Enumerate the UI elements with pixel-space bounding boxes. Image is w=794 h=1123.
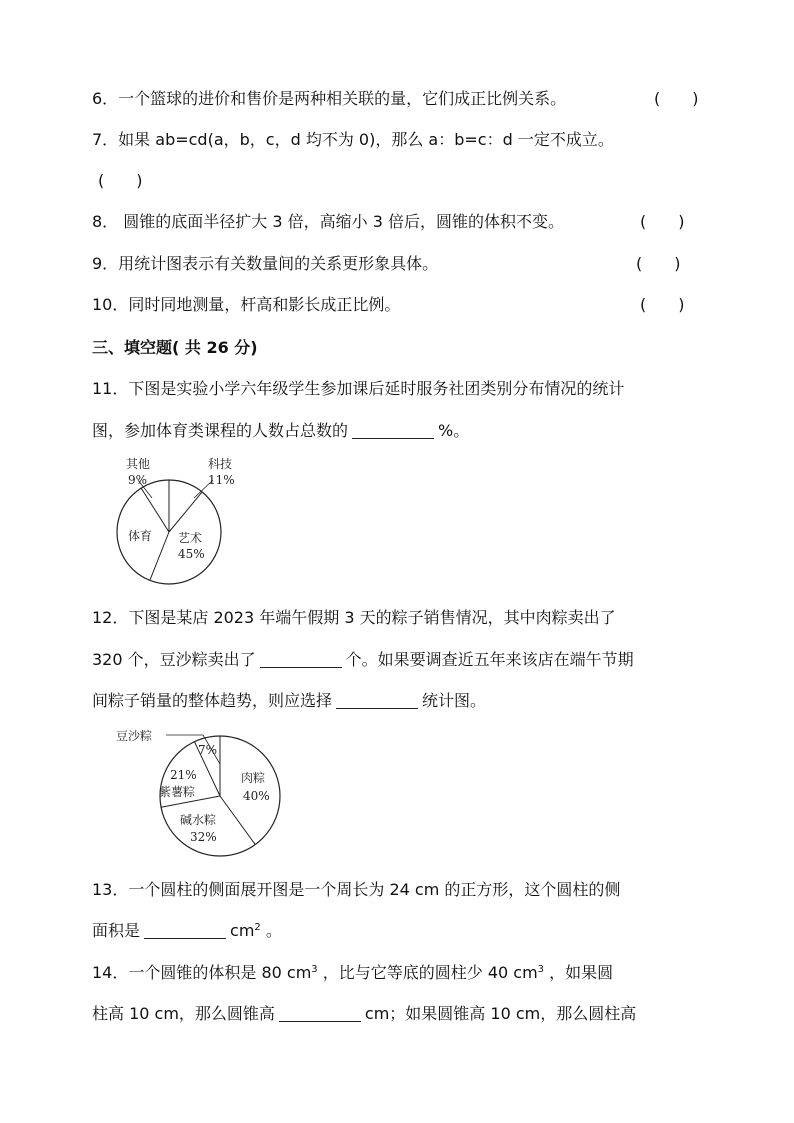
pie1-label-tech: 科技 — [208, 457, 233, 471]
question-6: 6．一个篮球的进价和售价是两种相关联的量，它们成正比例关系。 — [92, 89, 567, 108]
pie1-label-pe: 体育 — [128, 529, 153, 543]
question-8: 8． 圆锥的底面半径扩大 3 倍，高缩小 3 倍后，圆锥的体积不变。 — [92, 212, 564, 231]
pie2-value-bean: 7% — [198, 743, 218, 757]
question-14-line-2 — [92, 1003, 636, 1025]
question-14-text-e: cm；如果圆锥高 10 cm，那么圆柱高 — [364, 1004, 637, 1023]
question-9: 9．用统计图表示有关数量间的关系更形象具体。 — [92, 254, 439, 273]
pie1-value-other: 9% — [128, 473, 148, 487]
answer-paren-7[interactable]: ( ) — [98, 171, 143, 190]
pie-slice-boundary-其他 — [141, 488, 169, 532]
question-13-unit-exponent: 2 — [254, 922, 261, 933]
question-13-text-c: 。 — [260, 921, 282, 940]
pie-slice-boundary-体育 — [150, 532, 169, 580]
question-14-exp-2: 3 — [537, 964, 545, 975]
question-13-line-1: 13．一个圆柱的侧面展开图是一个周长为 24 cm 的正方形，这个圆柱的侧 — [92, 880, 621, 899]
question-13-unit: cm — [230, 921, 255, 940]
pie1-label-art: 艺术 — [178, 531, 203, 545]
question-7: 7．如果 ab=cd(a，b，c，d 均不为 0)，那么 a：b=c：d 一定不成立。 — [92, 130, 614, 149]
question-12-text-d: 统计图。 — [422, 691, 487, 710]
answer-paren-8[interactable]: ( ) — [640, 212, 685, 231]
question-10: 10．同时同地测量，杆高和影长成正比例。 — [92, 295, 401, 314]
section-title: 三、填空题( 共 26 分) — [92, 338, 258, 357]
question-13-text-a: 面积是 — [92, 921, 141, 940]
question-14-text-c: ，如果圆 — [544, 963, 614, 982]
pie2-value-purple: 21% — [170, 768, 197, 782]
question-14-text-b: ，比与它等底的圆柱少 40 cm — [317, 963, 538, 982]
answer-blank-13[interactable] — [144, 922, 226, 939]
question-11-text-a: 图，参加体育类课程的人数占总数的 — [92, 421, 349, 440]
question-12-text-a: 320 个，豆沙粽卖出了 — [92, 650, 256, 669]
pie2-value-meat: 40% — [243, 789, 270, 803]
question-14-text-d: 柱高 10 cm，那么圆锥高 — [92, 1004, 275, 1023]
pie2-label-meat: 肉粽 — [241, 771, 266, 785]
pie1-value-art: 45% — [178, 547, 205, 561]
answer-blank-12b[interactable] — [336, 692, 418, 709]
question-14-text-a: 14．一个圆锥的体积是 80 cm — [92, 963, 312, 982]
question-12-line-2 — [92, 649, 634, 671]
pie2-label-purple: 紫薯粽 — [159, 785, 196, 799]
pie2-value-alkaline: 32% — [190, 830, 217, 844]
pie-slice-boundary-艺术 — [169, 492, 202, 532]
question-12-text-b: 个。如果要调查近五年来该店在端午节期 — [345, 650, 634, 669]
question-14-exp-1: 3 — [311, 964, 318, 975]
question-12-line-1: 12．下图是某店 2023 年端午假期 3 天的粽子销售情况，其中肉粽卖出了 — [92, 608, 616, 627]
pie2-label-bean: 豆沙粽 — [116, 729, 153, 743]
pie-slice-boundary-碱水粽 — [220, 796, 255, 845]
pie-chart-zongzi — [110, 724, 300, 864]
answer-blank-14a[interactable] — [279, 1005, 361, 1022]
answer-blank-11[interactable] — [352, 422, 434, 439]
answer-paren-9[interactable]: ( ) — [636, 254, 681, 273]
question-12-line-3 — [92, 690, 486, 712]
question-13-line-2 — [92, 920, 282, 942]
question-11-text-b: %。 — [438, 421, 470, 440]
question-11-line-1: 11．下图是实验小学六年级学生参加课后延时服务社团类别分布情况的统计 — [92, 379, 625, 398]
pie1-label-other: 其他 — [126, 457, 151, 471]
question-12-text-c: 间粽子销量的整体趋势，则应选择 — [92, 691, 333, 710]
answer-paren-10[interactable]: ( ) — [640, 295, 685, 314]
pie-chart-clubs — [110, 452, 260, 592]
question-14-line-1 — [92, 962, 613, 984]
pie1-value-tech: 11% — [208, 473, 235, 487]
pie2-label-alkaline: 碱水粽 — [180, 813, 217, 827]
question-11-line-2 — [92, 420, 469, 442]
answer-paren-6[interactable]: ( ) — [654, 89, 699, 108]
answer-blank-12a[interactable] — [260, 651, 342, 668]
